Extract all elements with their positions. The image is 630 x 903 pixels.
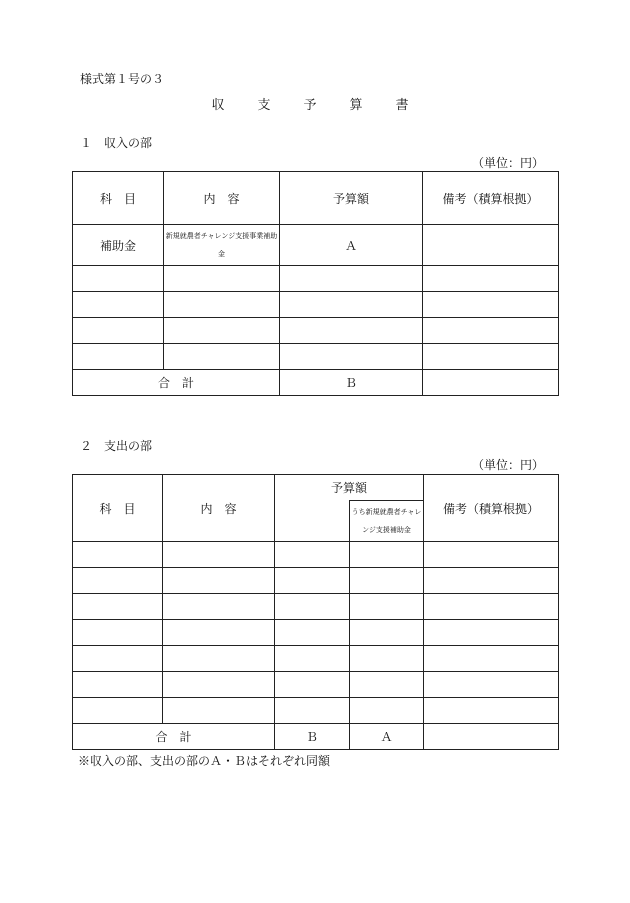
expense-header-subject: 科 目 [73, 475, 163, 542]
table-cell[interactable] [73, 620, 163, 646]
income-table [72, 171, 559, 396]
table-cell[interactable] [275, 646, 350, 672]
table-cell[interactable] [424, 646, 559, 672]
income-row1-subject[interactable]: 補助金 [73, 225, 164, 266]
table-cell[interactable] [350, 620, 424, 646]
table-cell[interactable] [350, 568, 424, 594]
income-header-content: 内 容 [164, 172, 280, 225]
table-row [73, 292, 559, 318]
table-cell[interactable] [73, 698, 163, 724]
table-cell[interactable] [350, 542, 424, 568]
income-total-row [73, 370, 559, 396]
table-cell[interactable] [424, 542, 559, 568]
expense-total-label: 合 計 [73, 724, 275, 750]
table-cell[interactable] [73, 594, 163, 620]
table-cell[interactable] [164, 292, 280, 318]
table-cell[interactable] [73, 646, 163, 672]
table-cell[interactable] [73, 292, 164, 318]
table-cell[interactable] [73, 568, 163, 594]
table-cell[interactable] [423, 318, 559, 344]
income-header-row [73, 172, 559, 225]
expense-header-remarks: 備考（積算根拠） [424, 475, 559, 542]
income-row1-remarks[interactable] [423, 225, 559, 266]
table-cell[interactable] [275, 594, 350, 620]
expense-total-row [73, 724, 559, 750]
table-cell[interactable] [163, 594, 275, 620]
table-cell[interactable] [73, 266, 164, 292]
table-cell[interactable] [424, 698, 559, 724]
table-cell[interactable] [163, 672, 275, 698]
table-cell[interactable] [73, 318, 164, 344]
table-cell[interactable] [350, 594, 424, 620]
table-cell[interactable] [164, 266, 280, 292]
table-cell[interactable] [423, 292, 559, 318]
expense-header-row [73, 475, 559, 501]
income-row1-budget[interactable]: Ａ [280, 225, 423, 266]
table-cell[interactable] [163, 698, 275, 724]
expense-header-budget-blank [275, 501, 350, 542]
expense-header-budget-sub [350, 501, 424, 542]
table-cell[interactable] [275, 698, 350, 724]
expense-table [72, 474, 559, 750]
expense-header-budget: 予算額 [275, 475, 424, 501]
table-row [73, 318, 559, 344]
income-row1-content-text: 新規就農者チャレンジ支援事業補助金 [165, 232, 278, 258]
expense-section-title: ２ 支出の部 [80, 439, 153, 453]
expense-total-sub[interactable]: Ａ [350, 724, 424, 750]
income-unit-label: （単位：円） [471, 156, 544, 170]
expense-unit-label: （単位：円） [471, 458, 544, 472]
table-cell[interactable] [280, 266, 423, 292]
table-row [73, 620, 559, 646]
table-cell[interactable] [73, 542, 163, 568]
table-cell[interactable] [275, 542, 350, 568]
table-cell[interactable] [423, 344, 559, 370]
table-row [73, 646, 559, 672]
table-row [73, 568, 559, 594]
table-row [73, 672, 559, 698]
table-cell[interactable] [423, 266, 559, 292]
table-cell[interactable] [280, 344, 423, 370]
income-total-remarks[interactable] [423, 370, 559, 396]
table-cell[interactable] [350, 646, 424, 672]
footnote: ※収入の部、支出の部のＡ・Ｂはそれぞれ同額 [78, 754, 331, 768]
table-cell[interactable] [350, 698, 424, 724]
table-cell[interactable] [163, 620, 275, 646]
table-cell[interactable] [350, 672, 424, 698]
table-cell[interactable] [275, 672, 350, 698]
table-row [73, 266, 559, 292]
table-cell[interactable] [275, 568, 350, 594]
table-cell[interactable] [280, 292, 423, 318]
expense-total-remarks[interactable] [424, 724, 559, 750]
table-cell[interactable] [73, 672, 163, 698]
table-cell[interactable] [424, 568, 559, 594]
table-cell[interactable] [163, 646, 275, 672]
table-row [73, 344, 559, 370]
table-cell[interactable] [424, 620, 559, 646]
income-row1-content[interactable] [164, 225, 280, 266]
income-header-subject: 科 目 [73, 172, 164, 225]
table-cell[interactable] [164, 344, 280, 370]
table-cell[interactable] [163, 542, 275, 568]
form-number: 様式第１号の３ [80, 72, 165, 86]
table-row [73, 225, 559, 266]
table-row [73, 594, 559, 620]
table-cell[interactable] [73, 344, 164, 370]
income-total-label: 合 計 [73, 370, 280, 396]
table-row [73, 698, 559, 724]
income-header-remarks: 備考（積算根拠） [423, 172, 559, 225]
table-row [73, 542, 559, 568]
table-cell[interactable] [424, 672, 559, 698]
document-title: 収 支 予 算 書 [211, 98, 419, 113]
table-cell[interactable] [164, 318, 280, 344]
expense-header-content: 内 容 [163, 475, 275, 542]
table-cell[interactable] [163, 568, 275, 594]
table-cell[interactable] [275, 620, 350, 646]
expense-total-budget[interactable]: Ｂ [275, 724, 350, 750]
expense-header-budget-sub-text: うち新規就農者チャレンジ支援補助金 [351, 508, 422, 534]
income-header-budget: 予算額 [280, 172, 423, 225]
table-cell[interactable] [424, 594, 559, 620]
table-cell[interactable] [280, 318, 423, 344]
income-section-title: １ 収入の部 [80, 136, 153, 150]
income-total-budget[interactable]: Ｂ [280, 370, 423, 396]
